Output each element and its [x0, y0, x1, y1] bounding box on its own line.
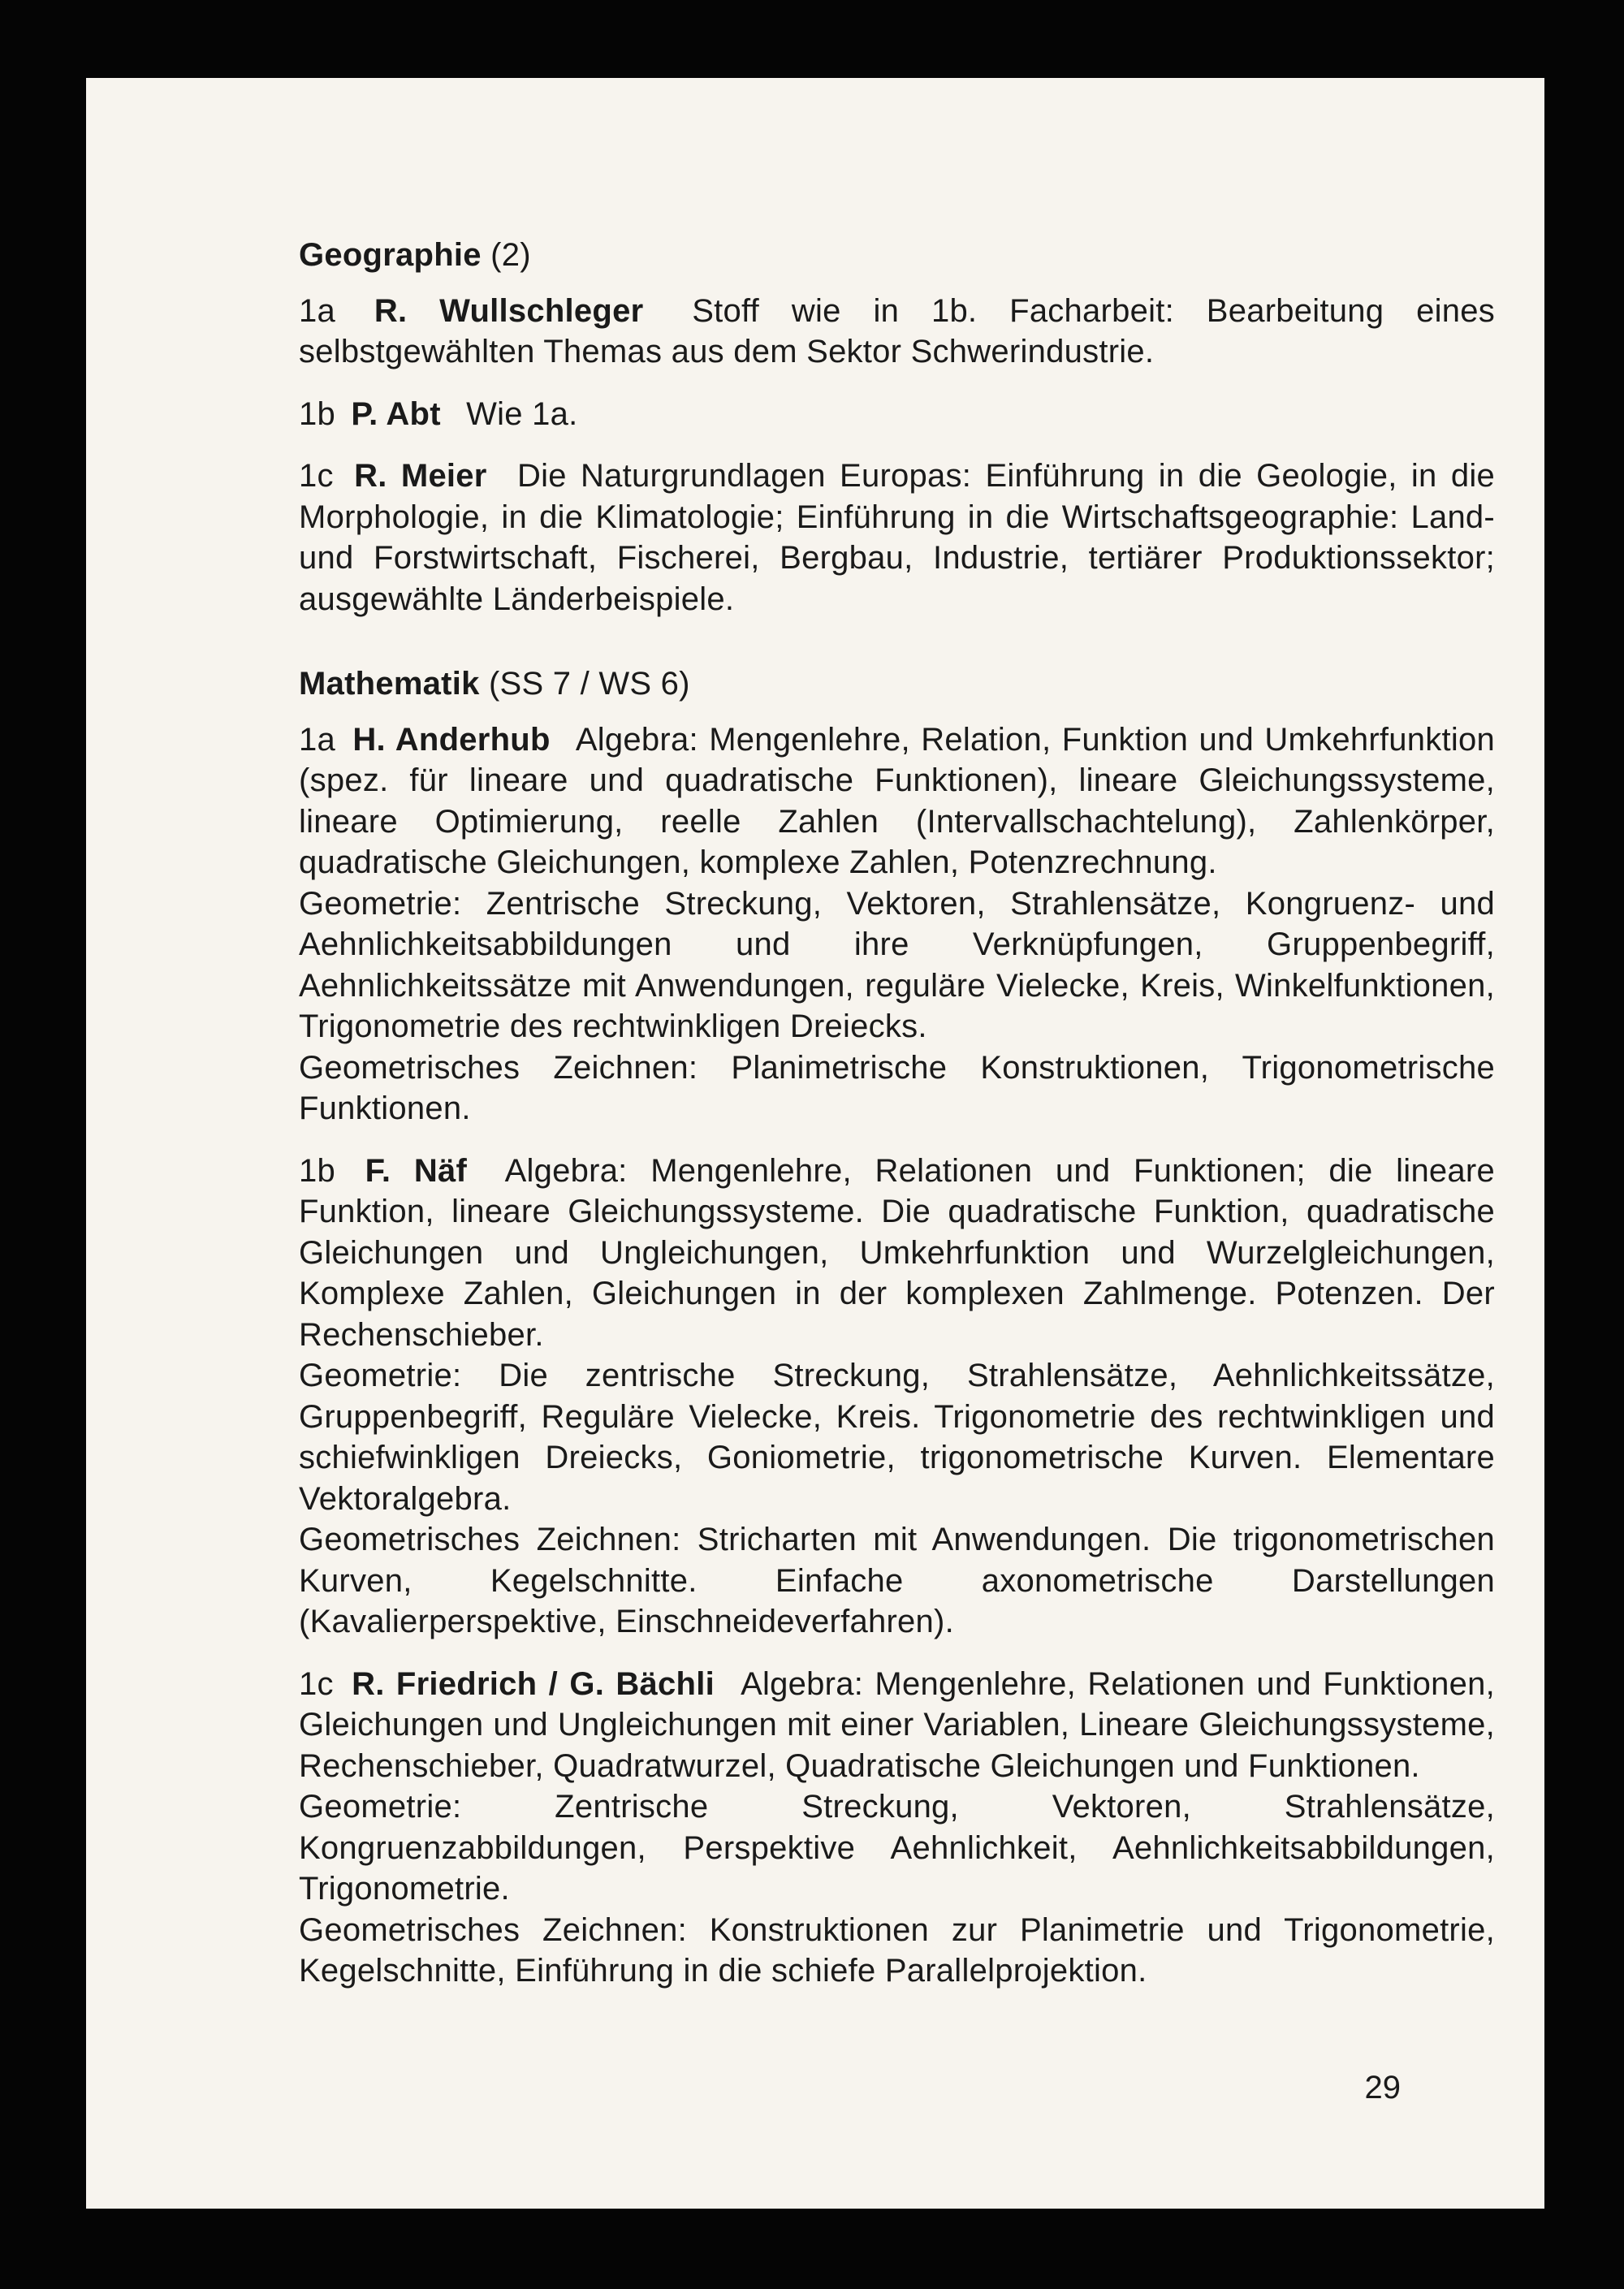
teacher-name: P. Abt: [351, 395, 441, 432]
course-paragraph: [299, 719, 1495, 883]
section-suffix: (2): [490, 237, 531, 273]
section-title: Geographie: [299, 237, 482, 273]
teacher-name: R. Friedrich / G. Bächli: [352, 1665, 715, 1702]
course-description: Algebra: Mengenlehre, Relationen und Funktionen, Gleichungen und Ungleichungen mit einer Variablen, Lineare Gleichungssysteme, Rechenschieber, Quadratwurzel, Quadratische Gleichungen und Funktionen.: [299, 1665, 1496, 1784]
course-entry: [299, 291, 1495, 373]
course-paragraph: Geometrie: Zentrische Streckung, Vektoren, Strahlensätze, Kongruenzabbildungen, Perspektive Aehnlichkeit, Aehnlichkeitsabbildungen, Trigonometrie.: [299, 1789, 1495, 1907]
class-label: 1b: [299, 395, 335, 432]
course-description: Die Naturgrundlagen Europas: Einführung in die Geologie, in die Morphologie, in die Klimatologie; Einführung in die Wirtschaftsgeographie: Land- und Forstwirtschaft, Fischerei, Bergbau, Industrie, tertiärer Produktionssektor; ausgewählte Länderbeispiele.: [299, 458, 1495, 617]
class-label: 1c: [299, 1665, 334, 1702]
course-paragraph: [299, 1664, 1495, 1787]
page-number: 29: [1364, 2070, 1401, 2105]
class-label: 1b: [299, 1152, 335, 1189]
document-page: [86, 78, 1544, 2209]
section-title: Mathematik: [299, 666, 480, 702]
class-label: 1c: [299, 458, 334, 494]
teacher-name: F. Näf: [365, 1152, 468, 1189]
teacher-name: R. Meier: [354, 458, 487, 494]
section-heading-mathematik: [299, 663, 1495, 705]
page-content: [299, 235, 1495, 2013]
course-entry: [299, 394, 1495, 435]
course-paragraph: Geometrie: Zentrische Streckung, Vektoren, Strahlensätze, Kongruenz- und Aehnlichkeitsabbildungen und ihre Verknüpfungen, Gruppenbegriff, Aehnlichkeitssätze mit Anwendungen, reguläre Vielecke, Kreis, Winkelfunktionen, Trigonometrie des rechtwinkligen Dreiecks.: [299, 885, 1495, 1044]
course-description: Algebra: Mengenlehre, Relation, Funktion und Umkehrfunktion (spez. für lineare und quadratische Funktionen), lineare Gleichungssysteme, lineare Optimierung, reelle Zahlen (Intervallschachtelung), Zahlenkörper, quadratische Gleichungen, komplexe Zahlen, Potenzrechnung.: [299, 721, 1495, 880]
teacher-name: H. Anderhub: [352, 721, 551, 758]
teacher-name: R. Wullschleger: [374, 292, 644, 329]
section-heading-geographie: [299, 235, 1495, 276]
course-description: Stoff wie in 1b. Facharbeit: Bearbeitung eines selbstgewählten Themas aus dem Sektor Schwerindustrie.: [299, 292, 1495, 369]
course-description: Wie 1a.: [466, 395, 578, 432]
class-label: 1a: [299, 721, 335, 758]
course-paragraph: [299, 1151, 1495, 1356]
class-label: 1a: [299, 292, 335, 329]
course-paragraph: Geometrisches Zeichnen: Stricharten mit Anwendungen. Die trigonometrischen Kurven, Kegelschnitte. Einfache axonometrische Darstellungen (Kavalierperspektive, Einschneideverfahren).: [299, 1522, 1495, 1639]
course-paragraph: Geometrie: Die zentrische Streckung, Strahlensätze, Aehnlichkeitssätze, Gruppenbegriff, Reguläre Vielecke, Kreis. Trigonometrie des rechtwinkligen und schiefwinkligen Dreiecks, Goniometrie, trigonometrische Kurven. Elementare Vektoralgebra.: [299, 1358, 1495, 1517]
course-entry: [299, 719, 1495, 1129]
course-entry: [299, 1151, 1495, 1643]
course-entry: [299, 456, 1495, 620]
course-description: Algebra: Mengenlehre, Relationen und Funktionen; die lineare Funktion, lineare Gleichungssysteme. Die quadratische Funktion, quadratische Gleichungen und Ungleichungen, Umkehrfunktion und Wurzelgleichungen, Komplexe Zahlen, Gleichungen in der komplexen Zahlmenge. Potenzen. Der Rechenschieber.: [299, 1152, 1495, 1353]
course-paragraph: Geometrisches Zeichnen: Planimetrische Konstruktionen, Trigonometrische Funktionen.: [299, 1049, 1495, 1126]
course-paragraph: Geometrisches Zeichnen: Konstruktionen zur Planimetrie und Trigonometrie, Kegelschnitte, Einführung in die schiefe Parallelprojektion.: [299, 1911, 1495, 1989]
section-suffix: (SS 7 / WS 6): [488, 666, 690, 702]
section-spacer: [299, 641, 1495, 663]
course-entry: [299, 1664, 1495, 1992]
